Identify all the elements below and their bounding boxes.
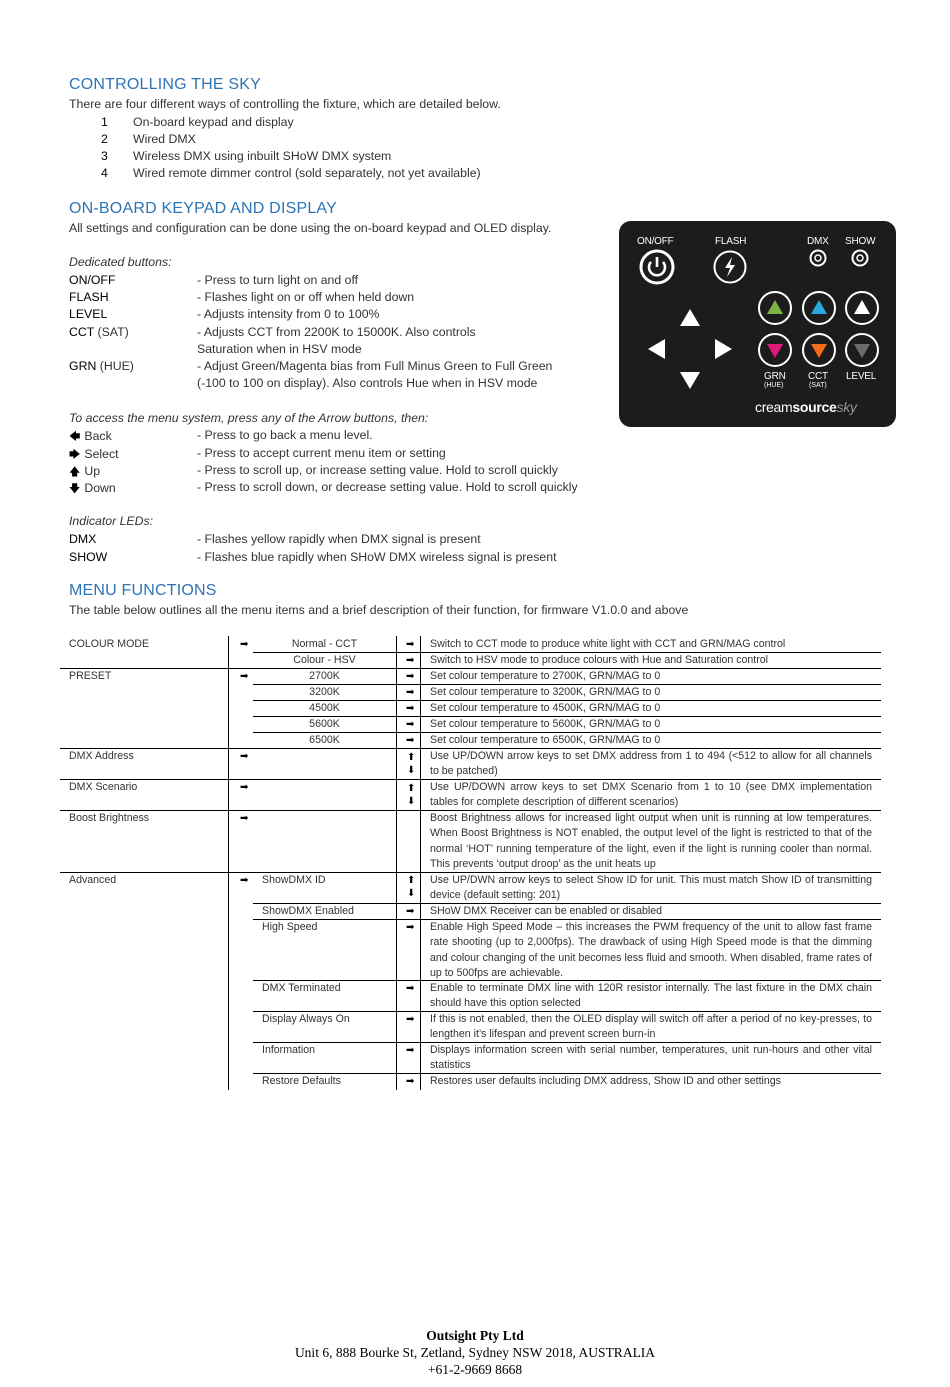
menu-description: If this is not enabled, then the OLED display will switch off after a period of no key-presses, to lengthen it’s lifespan and prevent screen burn-in [430, 1013, 872, 1041]
cct-down-button [803, 334, 835, 366]
grn-up-button [759, 292, 791, 324]
list-number: 1 [101, 115, 108, 129]
arrow-right-icon: ➡ [406, 1045, 415, 1056]
arrow-left-icon: 🡄 [69, 431, 81, 443]
arrow-down-icon: ⬇ [407, 888, 416, 899]
menu-description: Set colour temperature to 5600K, GRN/MAG to 0 [430, 718, 661, 730]
menu-description: Use UP/DOWN arrow keys to set DMX Scenario from 1 to 10 (see DMX implementation tables for complete description of different scenarios) [430, 781, 872, 809]
list-item: Wired remote dimmer control (sold separately, not yet available) [133, 166, 481, 180]
menu-description: Use UP/DOWN arrow keys to set DMX address from 1 to 494 (<512 to allow for all channels to be patched) [430, 750, 872, 778]
arrow-up-icon: ⬆ [407, 752, 416, 763]
key-description-cont: Saturation when in HSV mode [197, 342, 362, 356]
arrow-right-icon: ➡ [240, 875, 249, 886]
submenu-item: Restore Defaults [262, 1075, 341, 1087]
menu-description: Switch to HSV mode to produce colours with Hue and Saturation control [430, 654, 769, 666]
dedicated-heading: Dedicated buttons: [69, 255, 172, 269]
cct-up-button [803, 292, 835, 324]
menu-description: Set colour temperature to 6500K, GRN/MAG to 0 [430, 734, 661, 746]
arrow-key-description: - Press to scroll up, or increase setting value. Hold to scroll quickly [197, 463, 558, 477]
section-title-keypad: ON-BOARD KEYPAD AND DISPLAY [69, 200, 337, 217]
arrow-right-icon: ➡ [240, 639, 249, 650]
submenu-item: Information [262, 1044, 315, 1056]
arrow-down-icon: ⬇ [407, 796, 416, 807]
key-description-cont: (-100 to 100 on display). Also controls Hue when in HSV mode [197, 376, 538, 390]
menu-item: COLOUR MODE [69, 638, 150, 650]
submenu-item: Colour - HSV [293, 654, 356, 666]
arrow-key-select: 🡆 Select [69, 447, 119, 461]
arrow-key-description: - Press to go back a menu level. [197, 428, 373, 442]
key-description: - Flashes light on or off when held down [197, 290, 415, 304]
menu-item: Advanced [69, 874, 117, 886]
table-divider [228, 636, 229, 1090]
menu-description: Boost Brightness allows for increased light output when unit is running at low temperatures. When Boost Brightness is NOT enabled, the output level of the light is restricted to that of the normal ‘HOT’ running temperature of the light, even if the light is running cooler than normal. This prevents ‘output droop’ as the unit heats up [430, 812, 872, 871]
arrow-right-icon: ➡ [240, 671, 249, 682]
keypad-hue-label: (HUE) [764, 382, 784, 389]
arrow-right-icon: ➡ [406, 671, 415, 682]
submenu-item: ShowDMX Enabled [262, 905, 354, 917]
submenu-item: 5600K [309, 718, 340, 730]
color-buttons-icon [756, 289, 886, 369]
keypad-illustration [619, 221, 896, 427]
submenu-item: Display Always On [262, 1013, 350, 1025]
keypad-intro: All settings and configuration can be done using the on-board keypad and OLED display. [69, 221, 552, 235]
led-description: - Flashes blue rapidly when SHoW DMX wireless signal is present [197, 550, 557, 564]
arrow-up-icon: ⬆ [407, 783, 416, 794]
key-name: LEVEL [69, 307, 108, 321]
table-divider [396, 636, 397, 1090]
arrow-key-description: - Press to scroll down, or decrease setting value. Hold to scroll quickly [197, 480, 578, 494]
arrow-right-icon: ➡ [240, 751, 249, 762]
show-led-icon [851, 249, 869, 267]
arrow-pad-icon [647, 306, 733, 392]
arrow-right-icon: ➡ [406, 655, 415, 666]
arrow-key-down: 🡇 Down [69, 481, 116, 495]
menu-description: SHoW DMX Receiver can be enabled or disabled [430, 905, 663, 917]
arrow-right-icon: ➡ [406, 983, 415, 994]
key-description: - Press to turn light on and off [197, 273, 359, 287]
arrow-up-icon: 🡅 [69, 466, 81, 478]
menu-intro: The table below outlines all the menu items and a brief description of their function, for firmware V1.0.0 and above [69, 603, 689, 617]
keypad-grn-label: GRN [764, 371, 786, 382]
arrow-right-icon: ➡ [406, 687, 415, 698]
key-name: FLASH [69, 290, 109, 304]
arrow-up-icon: ⬆ [407, 875, 416, 886]
arrow-key-back: 🡄 Back [69, 429, 112, 443]
arrow-key-description: - Press to accept current menu item or setting [197, 446, 446, 460]
menu-description: Displays information screen with serial number, temperatures, unit run-hours and other vital statistics [430, 1044, 872, 1072]
list-item: Wired DMX [133, 132, 196, 146]
section-title-menu: MENU FUNCTIONS [69, 582, 217, 599]
arrow-right-icon: ➡ [240, 813, 249, 824]
submenu-item: High Speed [262, 921, 318, 933]
menu-description: Use UP/DWN arrow keys to select Show ID for unit. This must match Show ID of transmitting device (default setting: 201) [430, 874, 872, 902]
menu-item: DMX Scenario [69, 781, 138, 793]
arrow-right-icon: ➡ [406, 922, 415, 933]
arrow-down-icon: 🡇 [69, 483, 81, 495]
led-name: DMX [69, 532, 97, 546]
keypad-onoff-label: ON/OFF [637, 236, 674, 247]
submenu-item: Normal - CCT [291, 638, 358, 650]
list-item: On-board keypad and display [133, 115, 294, 129]
keypad-sat-label: (SAT) [809, 382, 827, 389]
menu-item: PRESET [69, 670, 112, 682]
arrow-key-up: 🡅 Up [69, 464, 101, 478]
keypad-dmx-label: DMX [807, 236, 829, 247]
arrow-right-icon: ➡ [406, 719, 415, 730]
list-number: 4 [101, 166, 108, 180]
menu-description: Switch to CCT mode to produce white light with CCT and GRN/MAG control [430, 638, 786, 650]
grn-down-button [759, 334, 791, 366]
key-name: GRN (HUE) [69, 359, 134, 373]
arrow-right-icon: ➡ [406, 1014, 415, 1025]
key-description: - Adjusts CCT from 2200K to 15000K. Also controls [197, 325, 476, 339]
key-name: ON/OFF [69, 273, 116, 287]
power-icon [639, 249, 675, 285]
key-name: CCT (SAT) [69, 325, 129, 339]
menu-description: Set colour temperature to 3200K, GRN/MAG to 0 [430, 686, 661, 698]
list-item: Wireless DMX using inbuilt SHoW DMX system [133, 149, 392, 163]
level-up-button [846, 292, 878, 324]
table-divider [420, 636, 421, 1090]
keypad-flash-label: FLASH [715, 236, 747, 247]
arrow-down-icon: ⬇ [407, 765, 416, 776]
submenu-item: 3200K [309, 686, 340, 698]
arrow-right-icon: ➡ [406, 703, 415, 714]
arrow-right-icon: ➡ [240, 782, 249, 793]
controlling-intro: There are four different ways of controlling the fixture, which are detailed below. [69, 97, 501, 111]
keypad-level-label: LEVEL [846, 371, 877, 382]
menu-description: Enable High Speed Mode – this increases the PWM frequency of the unit to allow fast frame rate shooting (up to 2,000fps). The drawback of using High Speed mode is that the dimming and colour changing of the unit becomes less fluid and smooth. When disabled, frame rates of up to 500fps are achievable. [430, 921, 872, 980]
keypad-cct-label: CCT [808, 371, 828, 382]
key-description: - Adjusts intensity from 0 to 100% [197, 307, 380, 321]
footer-company: Outsight Pty Ltd [426, 1328, 524, 1343]
menu-access-heading: To access the menu system, press any of the Arrow buttons, then: [69, 411, 429, 425]
flash-icon [713, 250, 747, 284]
submenu-item: 4500K [309, 702, 340, 714]
led-name: SHOW [69, 550, 108, 564]
key-description: - Adjust Green/Magenta bias from Full Minus Green to Full Green [197, 359, 553, 373]
list-number: 3 [101, 149, 108, 163]
arrow-right-icon: 🡆 [69, 449, 81, 461]
submenu-item: 2700K [309, 670, 340, 682]
menu-item: Boost Brightness [69, 812, 150, 824]
led-heading: Indicator LEDs: [69, 514, 154, 528]
arrow-right-icon: ➡ [406, 1076, 415, 1087]
footer-address: Unit 6, 888 Bourke St, Zetland, Sydney NSW 2018, AUSTRALIA [294, 1345, 656, 1360]
menu-description: Set colour temperature to 2700K, GRN/MAG to 0 [430, 670, 661, 682]
arrow-right-icon: ➡ [406, 906, 415, 917]
level-down-button [846, 334, 878, 366]
submenu-item: 6500K [309, 734, 340, 746]
keypad-show-label: SHOW [845, 236, 876, 247]
led-description: - Flashes yellow rapidly when DMX signal is present [197, 532, 481, 546]
list-number: 2 [101, 132, 108, 146]
arrow-right-icon: ➡ [406, 639, 415, 650]
menu-description: Set colour temperature to 4500K, GRN/MAG to 0 [430, 702, 661, 714]
menu-description: Restores user defaults including DMX address, Show ID and other settings [430, 1075, 781, 1087]
menu-item: DMX Address [69, 750, 134, 762]
section-title-controlling: CONTROLLING THE SKY [69, 76, 261, 93]
menu-description: Enable to terminate DMX line with 120R resistor internally. The last fixture in the DMX chain should have this option selected [430, 982, 872, 1010]
submenu-item: DMX Terminated [262, 982, 341, 994]
footer-phone: +61-2-9669 8668 [427, 1362, 523, 1377]
submenu-item: ShowDMX ID [262, 874, 326, 886]
arrow-right-icon: ➡ [406, 735, 415, 746]
dmx-led-icon [809, 249, 827, 267]
brand-logo: creamsourcesky [755, 399, 857, 415]
